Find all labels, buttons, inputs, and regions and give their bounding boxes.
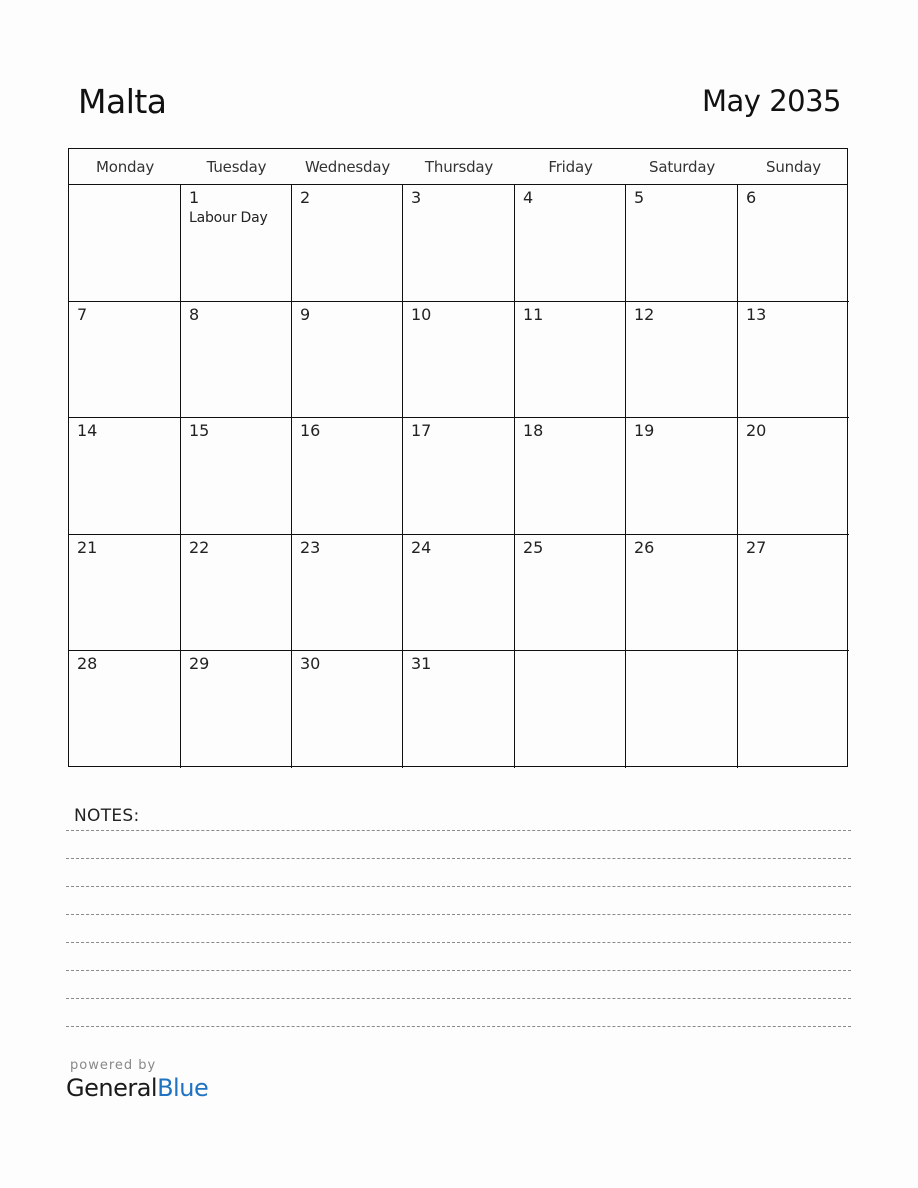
day-number: 20 bbox=[746, 421, 767, 441]
day-number: 12 bbox=[634, 304, 655, 324]
day-cell bbox=[69, 418, 181, 535]
day-cell bbox=[181, 535, 292, 652]
day-number: 7 bbox=[77, 304, 88, 324]
day-number: 3 bbox=[411, 188, 422, 207]
day-number: 9 bbox=[300, 304, 311, 324]
day-cell bbox=[292, 302, 403, 419]
day-number: 13 bbox=[746, 304, 767, 324]
brand-blue: Blue bbox=[157, 1074, 209, 1102]
holiday-label: Labour Day bbox=[189, 210, 268, 226]
notes-line bbox=[66, 914, 851, 915]
day-cell bbox=[626, 651, 738, 768]
weekday-sunday: Sunday bbox=[766, 157, 821, 176]
notes-line bbox=[66, 830, 851, 831]
notes-label: NOTES: bbox=[74, 806, 140, 826]
day-cell bbox=[181, 185, 292, 302]
day-number: 2 bbox=[300, 188, 311, 207]
day-cell bbox=[626, 185, 738, 302]
day-cell bbox=[738, 302, 849, 419]
day-number: 10 bbox=[411, 304, 432, 324]
day-cell bbox=[515, 535, 626, 652]
day-cell bbox=[181, 302, 292, 419]
day-cell bbox=[403, 418, 515, 535]
day-number: 17 bbox=[411, 421, 432, 441]
day-number: 26 bbox=[634, 537, 655, 557]
calendar-body bbox=[69, 185, 847, 768]
day-number: 15 bbox=[189, 421, 210, 441]
day-cell bbox=[515, 651, 626, 768]
weekday-friday: Friday bbox=[548, 157, 593, 176]
day-cell bbox=[403, 651, 515, 768]
brand-general: General bbox=[66, 1074, 158, 1102]
day-cell bbox=[69, 535, 181, 652]
powered-by-text: powered by bbox=[70, 1058, 157, 1073]
day-cell bbox=[515, 302, 626, 419]
day-cell bbox=[403, 535, 515, 652]
day-number: 1 bbox=[189, 188, 200, 207]
day-cell bbox=[403, 185, 515, 302]
day-number: 19 bbox=[634, 421, 655, 441]
day-number: 23 bbox=[300, 537, 321, 557]
calendar-title-month: May 2035 bbox=[702, 84, 841, 118]
day-number: 28 bbox=[77, 654, 98, 674]
notes-line bbox=[66, 970, 851, 971]
day-number: 31 bbox=[411, 654, 432, 674]
day-cell bbox=[292, 185, 403, 302]
day-number: 24 bbox=[411, 537, 432, 557]
day-number: 5 bbox=[634, 188, 645, 207]
day-cell bbox=[515, 185, 626, 302]
day-number: 21 bbox=[77, 537, 98, 557]
generalblue-logo bbox=[66, 1074, 208, 1102]
day-cell bbox=[292, 651, 403, 768]
day-number: 18 bbox=[523, 421, 544, 441]
day-cell bbox=[292, 418, 403, 535]
day-number: 25 bbox=[523, 537, 544, 557]
notes-line bbox=[66, 1026, 851, 1027]
notes-line bbox=[66, 998, 851, 999]
notes-line bbox=[66, 886, 851, 887]
day-number: 14 bbox=[77, 421, 98, 441]
day-cell bbox=[181, 418, 292, 535]
day-number: 6 bbox=[746, 188, 757, 207]
day-number: 16 bbox=[300, 421, 321, 441]
day-cell bbox=[738, 535, 849, 652]
day-cell bbox=[626, 418, 738, 535]
weekday-tuesday: Tuesday bbox=[206, 157, 267, 176]
day-number: 22 bbox=[189, 537, 210, 557]
weekday-saturday: Saturday bbox=[649, 157, 715, 176]
day-cell bbox=[738, 418, 849, 535]
calendar-title-country: Malta bbox=[78, 82, 167, 121]
day-number: 29 bbox=[189, 654, 210, 674]
weekday-wednesday: Wednesday bbox=[304, 157, 391, 176]
day-number: 4 bbox=[523, 188, 534, 207]
day-cell bbox=[515, 418, 626, 535]
day-cell bbox=[626, 535, 738, 652]
day-number: 11 bbox=[523, 304, 544, 324]
day-number: 30 bbox=[300, 654, 321, 674]
day-number: 27 bbox=[746, 537, 767, 557]
weekday-header-row bbox=[69, 149, 847, 185]
day-cell bbox=[181, 651, 292, 768]
day-cell bbox=[403, 302, 515, 419]
notes-line bbox=[66, 942, 851, 943]
day-cell bbox=[69, 302, 181, 419]
weekday-thursday: Thursday bbox=[424, 157, 494, 176]
day-number: 8 bbox=[189, 304, 200, 324]
calendar-grid bbox=[68, 148, 848, 767]
day-cell bbox=[626, 302, 738, 419]
day-cell bbox=[292, 535, 403, 652]
day-cell bbox=[738, 185, 849, 302]
day-cell bbox=[738, 651, 849, 768]
day-cell bbox=[69, 651, 181, 768]
notes-line bbox=[66, 858, 851, 859]
weekday-monday: Monday bbox=[95, 157, 155, 176]
day-cell bbox=[69, 185, 181, 302]
